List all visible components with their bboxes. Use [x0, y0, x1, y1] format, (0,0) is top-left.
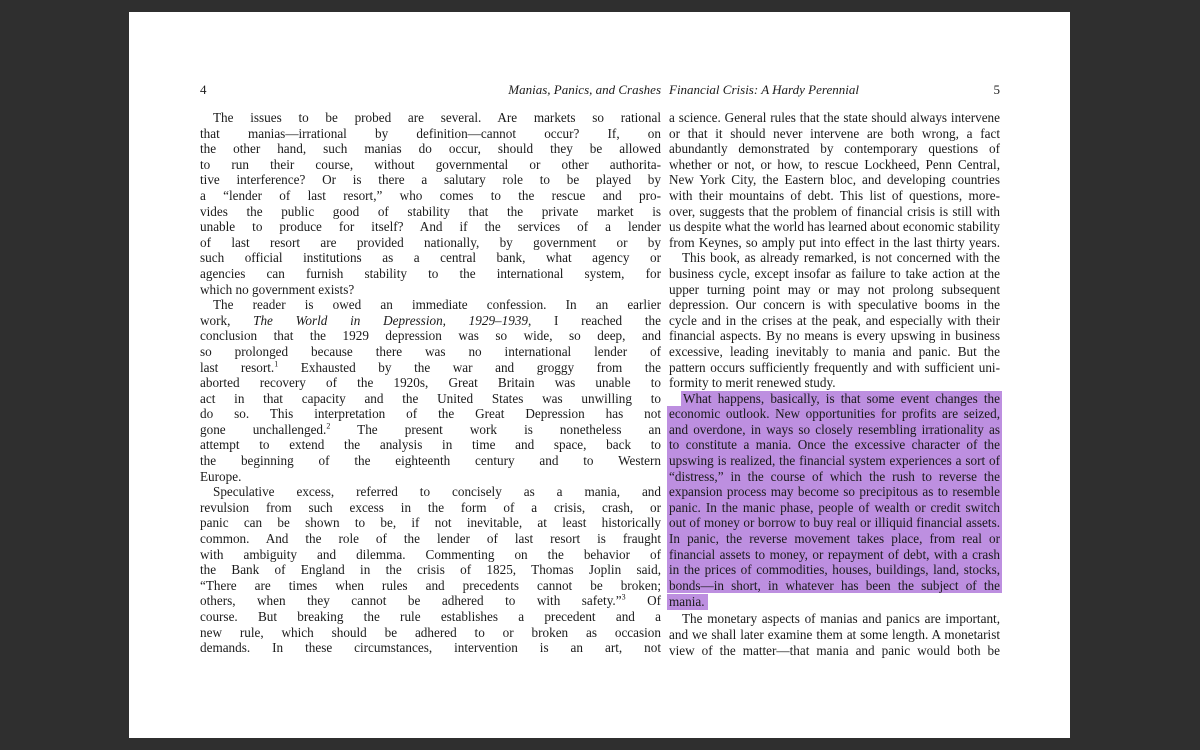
- text-line: the Bank of England in the crisis of 1825, Thomas Joplin said,: [200, 562, 661, 578]
- text-line: agencies can furnish stability to the international system, for: [200, 265, 661, 281]
- text-line: common. And the role of the lender of last resort is fraught: [200, 531, 661, 547]
- text-line: over, suggests that the problem of financial crisis is still with: [669, 203, 1000, 219]
- running-head: Manias, Panics, and Crashes: [508, 82, 661, 97]
- text-line: do so. This interpretation of the Great Depression has not: [200, 406, 661, 422]
- text-line: aborted recovery of the 1920s, Great Britain was unable to: [200, 375, 661, 391]
- text-line: tive interference? Or is there a salutary role to be played by: [200, 172, 661, 188]
- text-line: depression. Our concern is with speculative booms in the: [669, 297, 1000, 313]
- text-line: New York City, the Eastern bloc, and developing countries: [669, 172, 1000, 188]
- right-page-body: [669, 110, 1000, 658]
- text-fragment: Exhausted by the war and groggy from the: [278, 359, 661, 375]
- text-line: whether or not, or how, to rescue Lockheed, Penn Central,: [669, 156, 1000, 172]
- text-line: or that it should never intervene are both wrong, a fact: [669, 125, 1000, 141]
- text-line: vides the public good of stability that the private market is: [200, 203, 661, 219]
- text-line: so prolonged because there was no international lender of: [200, 343, 661, 359]
- text-fragment: The present work is nonetheless an: [330, 421, 661, 437]
- left-page-header: [200, 82, 661, 100]
- text-line: revulsion from such excess in the form of a crisis, crash, or: [200, 499, 661, 515]
- text-line: the beginning of the eighteenth century and to Western: [200, 453, 661, 469]
- highlighted-line[interactable]: in the prices of commodities, houses, buildings, land, stocks,: [669, 562, 1000, 578]
- highlighted-line[interactable]: “distress,” in the course of which the rush to reverse the: [669, 468, 1000, 484]
- text-fragment: Of: [625, 593, 662, 609]
- text-line: a “lender of last resort,” who comes to the rescue and pro-: [200, 187, 661, 203]
- text-line: The reader is owed an immediate confession. In an earlier: [213, 297, 661, 313]
- highlighted-line[interactable]: panic. In the manic phase, people of wealth or credit switch: [669, 499, 1000, 515]
- right-page-header: [669, 82, 1000, 100]
- footnote-marker[interactable]: 1: [274, 359, 279, 369]
- text-fragment: gone unchallenged.: [200, 421, 327, 437]
- text-line: act in that capacity and the United States was unwilling to: [200, 390, 661, 406]
- text-fragment: others, when they cannot be adhered to with safety.”: [200, 593, 622, 609]
- text-fragment: work,: [200, 312, 254, 328]
- text-line: the other hand, such manias do occur, should they be allowed: [200, 141, 661, 157]
- text-line: business cycle, except insofar as failure to take action at the: [669, 265, 1000, 281]
- text-line: cycle and in the crises at the peak, and especially with their: [669, 312, 1000, 328]
- text-line: The issues to be probed are several. Are markets so rational: [213, 110, 661, 125]
- highlighted-line[interactable]: out of money or borrow to buy real or illiquid financial assets.: [669, 515, 1000, 531]
- page-number: 4: [200, 82, 207, 97]
- text-line: This book, as already remarked, is not concerned with the: [682, 250, 1000, 266]
- text-line: excessive, leading inevitably to mania and panic. But the: [669, 343, 1000, 359]
- highlighted-line[interactable]: and overdone, in ways so closely resembling irrationality as: [669, 421, 1000, 437]
- text-line: Speculative excess, referred to concisely as a mania, and: [213, 484, 661, 500]
- highlighted-line[interactable]: mania.: [667, 594, 708, 610]
- text-fragment: , I reached the: [528, 312, 661, 328]
- text-line-with-footnote: [200, 422, 661, 438]
- text-line: The monetary aspects of manias and panics are important,: [682, 611, 1000, 627]
- text-line: conclusion that the 1929 depression was so wide, so deep, and: [200, 328, 661, 344]
- highlighted-line[interactable]: What happens, basically, is that some event changes the: [683, 390, 1000, 406]
- text-line: from Keynes, so amply put into effect in the last thirty years.: [669, 234, 1000, 250]
- text-line-with-title: [200, 313, 661, 329]
- highlighted-line[interactable]: economic outlook. New opportunities for profits are seized,: [669, 406, 1000, 422]
- text-line: of last resort are provided nationally, by government or by: [200, 234, 661, 250]
- footnote-marker[interactable]: 2: [326, 421, 331, 431]
- text-line: that manias—irrational by definition—cannot occur? If, on: [200, 125, 661, 141]
- text-line-with-footnote: [200, 593, 661, 609]
- right-page: [669, 12, 1000, 738]
- book-spread: [129, 12, 1070, 738]
- text-line: with ambiguity and dilemma. Commenting on the behavior of: [200, 546, 661, 562]
- text-line: with their mountains of debt. This list of questions, more-: [669, 187, 1000, 203]
- highlighted-line[interactable]: expansion process may become so precipitous as to resemble: [669, 484, 1000, 500]
- highlighted-line[interactable]: bonds—in short, in whatever has been the subject of the: [669, 577, 1000, 593]
- highlighted-line[interactable]: In panic, the reverse movement takes place, from real or: [669, 531, 1000, 547]
- text-line: to run their course, without governmental or other authorita-: [200, 156, 661, 172]
- text-line: course. But breaking the rule establishes a precedent and a: [200, 609, 661, 624]
- left-page: [200, 12, 661, 738]
- text-line: “There are times when rules and precedents cannot be broken;: [200, 577, 661, 593]
- left-page-body: [200, 110, 661, 656]
- text-line: Europe.: [200, 468, 242, 484]
- text-line-with-footnote: [200, 360, 661, 376]
- text-line: pattern occurs sufficiently frequently and with sufficient uni-: [669, 359, 1000, 375]
- book-title: The World in Depression, 1929–1939: [253, 312, 529, 328]
- text-line: such official institutions as a central bank, what agency or: [200, 250, 661, 266]
- text-line: view of the matter—that mania and panic would both be: [669, 642, 1000, 658]
- highlighted-line[interactable]: upswing is realized, the financial system experiences a sort of: [669, 453, 1000, 469]
- text-line: attempt to extend the analysis in time and space, back to: [200, 437, 661, 453]
- text-line: upper turning point may or may not prolong subsequent: [669, 281, 1000, 297]
- text-line: a science. General rules that the state should always intervene: [669, 110, 1000, 125]
- highlighted-line[interactable]: to constitute a mania. Once the excessive character of the: [669, 437, 1000, 453]
- text-line: demands. In these circumstances, intervention is an art, not: [200, 640, 661, 656]
- footnote-marker[interactable]: 3: [621, 593, 626, 603]
- running-head: Financial Crisis: A Hardy Perennial: [669, 82, 859, 97]
- text-line: which no government exists?: [200, 281, 355, 297]
- text-line: abundantly demonstrated by contemporary questions of: [669, 141, 1000, 157]
- text-line: us despite what the world has learned about economic stability: [669, 219, 1000, 235]
- text-fragment: last resort.: [200, 359, 275, 375]
- text-line: unable to produce for itself? And if the services of a lender: [200, 219, 661, 235]
- text-line: new rule, which should be adhered to or broken as occasion: [200, 624, 661, 640]
- text-line: financial aspects. By no means is every upswing in business: [669, 328, 1000, 344]
- page-number: 5: [993, 82, 1000, 97]
- text-line: and we shall later examine them at some length. A monetarist: [669, 627, 1000, 642]
- text-line: formity to merit renewed study.: [669, 375, 836, 391]
- text-line: panic can be shown to be, if not inevitable, at least historically: [200, 515, 661, 531]
- highlighted-line[interactable]: financial assets to money, or repayment of debt, with a crash: [669, 546, 1000, 562]
